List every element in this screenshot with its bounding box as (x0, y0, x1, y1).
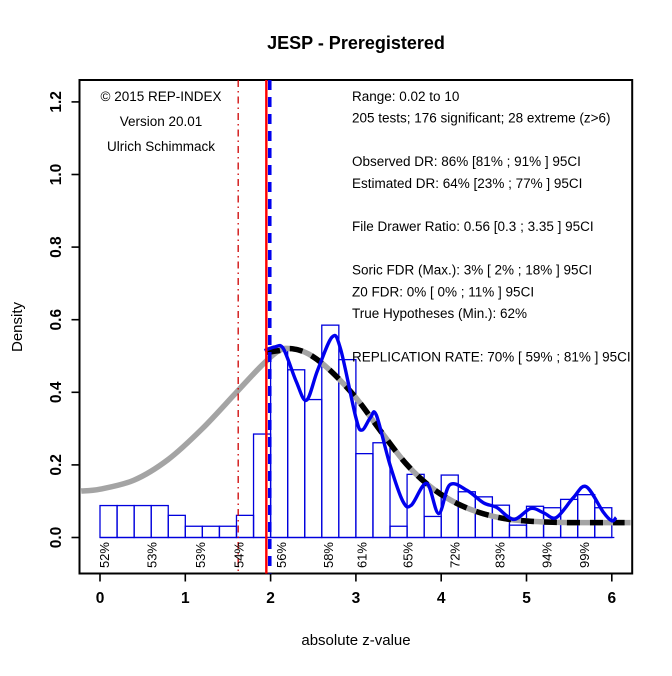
histogram-bar (134, 506, 151, 538)
x-tick-label: 1 (180, 590, 190, 607)
histogram-bar (185, 526, 202, 537)
histogram-bar (390, 526, 407, 537)
power-label: 61% (354, 542, 370, 569)
stats-line: Soric FDR (Max.): 3% [ 2% ; 18% ] 95CI (352, 262, 593, 278)
power-label: 54% (231, 542, 247, 569)
histogram-bar (219, 526, 236, 537)
histogram-bar (236, 515, 253, 537)
y-tick-label: 0.2 (48, 454, 66, 476)
histogram-bar (202, 526, 219, 537)
power-label: 94% (539, 542, 555, 569)
stats-line: 205 tests; 176 significant; 28 extreme (z>6) (352, 110, 611, 126)
x-tick-label: 3 (351, 590, 361, 607)
stats-annotations (352, 89, 631, 364)
x-tick-label: 4 (436, 590, 446, 607)
x-tick-label: 6 (607, 590, 617, 607)
power-label: 83% (492, 542, 508, 569)
watermark-version: Version 20.01 (119, 114, 203, 129)
y-tick-label: 0.4 (48, 381, 66, 404)
stats-line: Range: 0.02 to 10 (352, 89, 460, 104)
x-axis (96, 574, 617, 608)
histogram-bar (578, 495, 595, 538)
watermark-copyright: © 2015 REP-INDEX (100, 89, 222, 104)
stats-line: Estimated DR: 64% [23% ; 77% ] 95CI (352, 175, 583, 191)
x-axis-label: absolute z-value (301, 632, 411, 649)
watermark-author: Ulrich Schimmack (106, 139, 216, 154)
watermark (101, 89, 222, 154)
histogram-bar (458, 492, 475, 538)
stats-line: Z0 FDR: 0% [ 0% ; 11% ] 95CI (352, 284, 535, 300)
y-tick-label: 0.6 (48, 308, 66, 331)
power-label: 56% (274, 542, 290, 569)
histogram-bar (168, 515, 185, 537)
histogram-bar (305, 400, 322, 538)
power-label: 53% (193, 542, 209, 569)
power-label: 65% (400, 542, 416, 569)
histogram-bar (100, 506, 117, 538)
chart-title: JESP - Preregistered (267, 33, 445, 53)
power-label: 99% (577, 542, 593, 569)
histogram-bar (424, 516, 441, 537)
stats-line: REPLICATION RATE: 70% [ 59% ; 81% ] 95CI (352, 349, 631, 365)
y-axis-label: Density (9, 301, 26, 353)
power-labels (97, 542, 592, 568)
histogram-bar (254, 434, 271, 537)
y-tick-label: 1.2 (48, 91, 66, 113)
x-tick-label: 2 (266, 590, 275, 607)
y-tick-label: 0.0 (48, 526, 66, 549)
power-label: 53% (144, 542, 160, 569)
stats-line: File Drawer Ratio: 0.56 [0.3 ; 3.35 ] 95CI (352, 219, 594, 235)
histogram-bar (117, 506, 134, 538)
x-tick-label: 5 (522, 590, 531, 607)
histogram-bar (271, 349, 288, 538)
power-label: 52% (96, 542, 112, 569)
histogram-bar (356, 454, 373, 538)
power-label: 72% (447, 542, 463, 569)
y-tick-label: 1.0 (48, 163, 66, 186)
stats-line: True Hypotheses (Min.): 62% (352, 306, 528, 321)
stats-line: Observed DR: 86% [81% ; 91% ] 95CI (352, 154, 581, 170)
y-tick-label: 0.8 (48, 236, 66, 258)
histogram-bar (151, 506, 168, 538)
x-tick-label: 0 (95, 590, 105, 607)
histogram-bar (509, 525, 526, 537)
power-label: 58% (321, 542, 337, 569)
y-axis (48, 91, 79, 548)
